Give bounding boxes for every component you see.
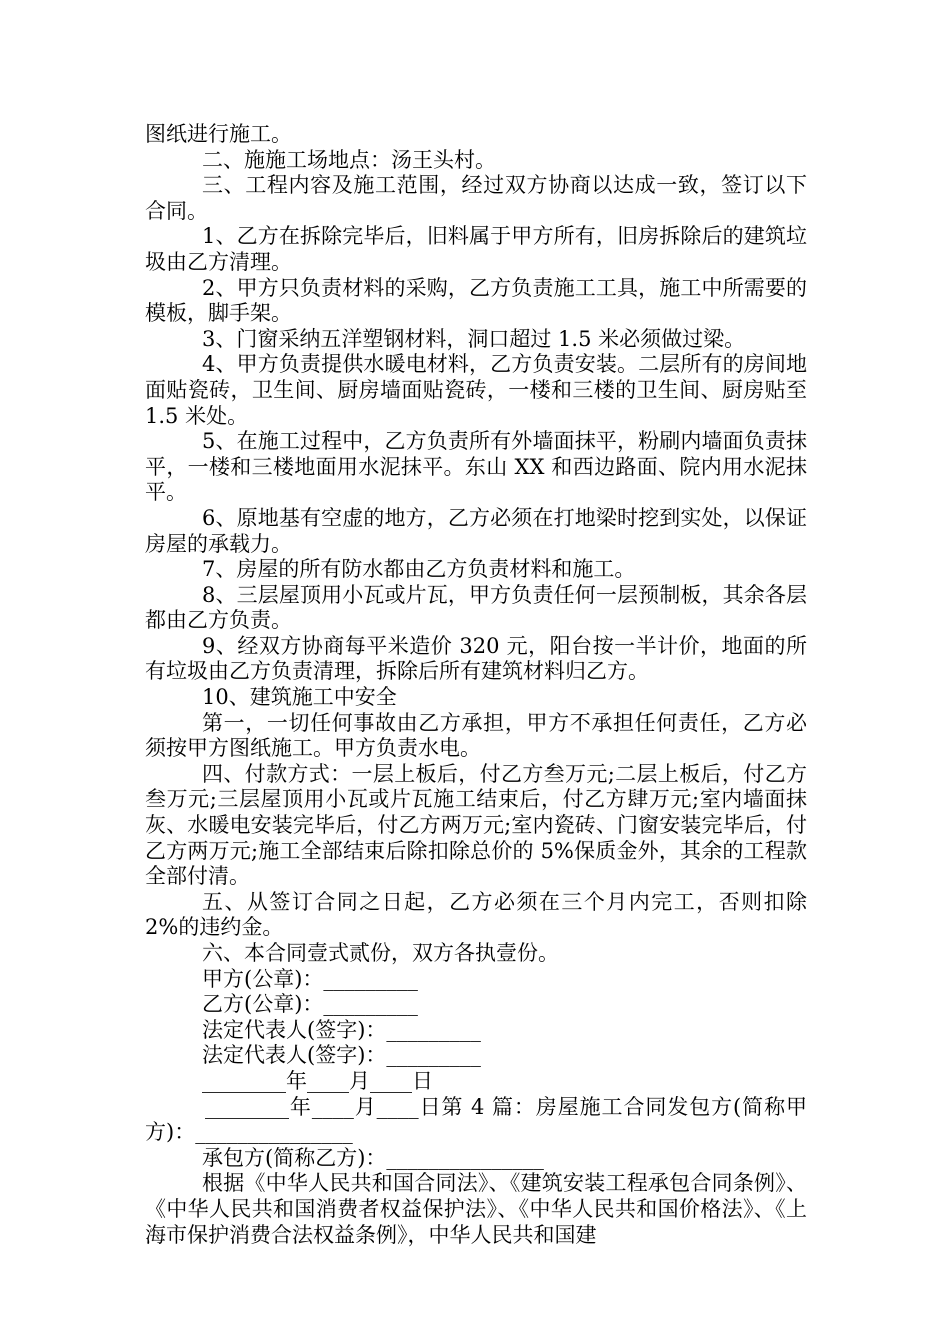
paragraph-5: 3、门窗采纳五洋塑钢材料，洞口超过 1.5 米必须做过梁。 [202, 326, 746, 351]
closing-paragraph-0: ________年____月____日第 4 篇：房屋施工合同发包方(简称甲方)：_______________ [145, 1094, 807, 1145]
closing-paragraph-2: 根据《中华人民共和国合同法》、《建筑安装工程承包合同条例》、《中华人民共和国消费者权益保护法》、《中华人民共和国价格法》、《上海市保护消费合法权益条例》，中华人民共和国建 [145, 1171, 807, 1247]
signature-party-b: 乙方(公章)：_________ [202, 992, 418, 1017]
paragraph-6: 4、甲方负责提供水暖电材料，乙方负责安装。二层所有的房间地面贴瓷砖，卫生间、厨房墙面贴瓷砖，一楼和三楼的卫生间、厨房贴至 1.5 米处。 [145, 352, 807, 428]
paragraph-10: 8、三层屋顶用小瓦或片瓦，甲方负责任何一层预制板，其余各层都由乙方负责。 [145, 582, 807, 633]
paragraph-7: 5、在施工过程中，乙方负责所有外墙面抹平，粉刷内墙面负责抹平，一楼和三楼地面用水泥抹平。东山 XX 和西边路面、院内用水泥抹平。 [145, 429, 807, 505]
paragraph-2: 三、工程内容及施工范围，经过双方协商以达成一致，签订以下合同。 [145, 173, 807, 223]
paragraph-15: 五、从签订合同之日起，乙方必须在三个月内完工，否则扣除 2%的违约金。 [145, 889, 807, 940]
paragraph-0: 图纸进行施工。 [145, 122, 292, 146]
paragraph-1: 二、施施工场地点：汤王头村。 [202, 147, 496, 172]
signature-legal-rep-a: 法定代表人(签字)：_________ [202, 1017, 481, 1042]
paragraph-8: 6、原地基有空虚的地方，乙方必须在打地梁时挖到实处，以保证房屋的承载力。 [145, 505, 807, 556]
paragraph-11: 9、经双方协商每平米造价 320 元，阳台按一半计价，地面的所有垃圾由乙方负责清理，拆除后所有建筑材料归乙方。 [145, 633, 807, 684]
paragraph-4: 2、甲方只负责材料的采购，乙方负责施工工具，施工中所需要的模板，脚手架。 [145, 275, 807, 326]
signature-legal-rep-b: 法定代表人(签字)：_________ [202, 1043, 481, 1068]
signature-date: ________年____月____日 [202, 1068, 433, 1093]
paragraph-9: 7、房屋的所有防水都由乙方负责材料和施工。 [202, 557, 636, 582]
paragraph-3: 1、乙方在拆除完毕后，旧料属于甲方所有，旧房拆除后的建筑垃圾由乙方清理。 [145, 224, 807, 274]
closing-paragraph-1: 承包方(简称乙方)：_______________ [202, 1145, 544, 1170]
paragraph-16: 六、本合同壹式贰份，双方各执壹份。 [202, 941, 559, 965]
paragraph-14: 四、付款方式：一层上板后，付乙方叁万元;二层上板后，付乙方叁万元;三层屋顶用小瓦或片瓦施工结束后，付乙方肆万元;室内墙面抹灰、水暖电安装完毕后，付乙方两万元;室内瓷砖、门窗安装完毕后，付乙方两万元;施工全部结束后除扣除总价的 5%保质金外，其余的工程款全部付清。 [145, 761, 807, 889]
paragraph-12: 10、建筑施工中安全 [202, 685, 397, 710]
document-page [145, 122, 807, 1248]
signature-party-a: 甲方(公章)：_________ [202, 966, 418, 991]
paragraph-13: 第一，一切任何事故由乙方承担，甲方不承担任何责任，乙方必须按甲方图纸施工。甲方负责水电。 [145, 710, 807, 761]
